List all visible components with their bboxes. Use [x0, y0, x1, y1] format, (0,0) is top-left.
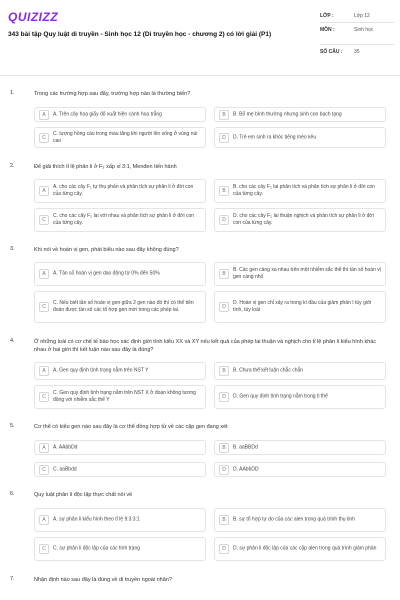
- option-text: B. Bố mẹ bình thường nhưng sinh con bạch tạng: [233, 111, 342, 117]
- option-text: C. aaBbdd: [53, 466, 77, 472]
- option-5b[interactable]: [214, 440, 386, 455]
- question-text: Để giải thích tỉ lệ phân li ở F₂ xấp xỉ 3:1, Menđen tiến hành: [34, 164, 177, 170]
- option-2c[interactable]: [34, 208, 206, 232]
- option-6d[interactable]: [214, 537, 386, 561]
- option-text: D. sự phân li độc lập của các cặp alen trong quá trình giảm phân: [233, 545, 377, 552]
- option-text: B. cho các cây F₂ lai phân tích và phân tích sự phân li ở đời con của từng cây.: [233, 184, 375, 197]
- option-6c[interactable]: [34, 537, 206, 561]
- question-text: Cơ thể có kiểu gen nào sau đây là cơ thể đồng hợp tử về các cặp gen đang xét: [34, 424, 228, 430]
- option-letter: A: [39, 110, 49, 120]
- option-letter: C: [39, 215, 49, 225]
- option-text: C. cho các cây F₂ lai với nhau và phân tích sự phân li ở đời con của từng cây.: [53, 213, 195, 226]
- option-3a[interactable]: [34, 262, 206, 286]
- option-letter: D: [219, 133, 229, 143]
- option-text: B. aaBBDd: [233, 444, 258, 450]
- option-text: A. Tần số hoán vị gen dao động từ 0% đến 50%: [53, 270, 160, 277]
- question-number: 3.: [10, 246, 15, 252]
- option-2d[interactable]: [214, 208, 386, 232]
- option-text: A. cho các cây F₁ tự thụ phấn và phân tích sự phân li ở đời con của từng cây.: [53, 184, 194, 197]
- option-letter: C: [39, 544, 49, 554]
- meta-subject-value: Sinh học: [354, 27, 374, 33]
- option-letter: D: [219, 465, 229, 475]
- option-5d[interactable]: [214, 462, 386, 477]
- option-text: B. sự tổ hợp tự do của các alen trong quá trình thụ tinh: [233, 516, 355, 523]
- option-letter: A: [39, 443, 49, 453]
- option-text: A. sự phân li kiểu hình theo tỉ lệ 9:3:3:1: [53, 516, 140, 523]
- option-letter: C: [39, 302, 49, 312]
- option-4d[interactable]: [214, 385, 386, 409]
- option-text: D. Hoán vị gen chỉ xảy ra trong kì đầu của giảm phân I tùy giới tính, tùy loài: [233, 300, 372, 313]
- option-letter: C: [39, 133, 49, 143]
- question-number: 7.: [10, 576, 15, 582]
- option-4b[interactable]: [214, 362, 386, 380]
- quizizz-logo[interactable]: QUIZIZZ: [8, 10, 59, 24]
- meta-count-value: 35: [354, 49, 360, 55]
- option-3d[interactable]: [214, 291, 386, 323]
- option-letter: B: [219, 443, 229, 453]
- meta-grade-label: LỚP :: [320, 13, 334, 19]
- option-3b[interactable]: [214, 262, 386, 286]
- question-number: 2.: [10, 163, 15, 169]
- option-letter: D: [219, 215, 229, 225]
- option-1a[interactable]: [34, 107, 206, 122]
- option-text: B. Các gen càng xa nhau trên một nhiễm sắc thể thì tần số hoán vị gen càng nhỏ: [233, 267, 381, 280]
- question-text: Ở những loài có cơ chế tế bào học xác định giới tính kiểu XX và XY nếu kết quả của phép lai thuận và nghịch cho tỉ lệ phân li kiểu hình khác nhau ở hai giới thì kết luận nào sau đây là đúng?: [34, 339, 377, 353]
- option-letter: A: [39, 186, 49, 196]
- option-text: D. cho các cây F₂ lai thuận nghịch và phân tích sự phân li ở đời con của từng cây.: [233, 213, 374, 226]
- option-letter: B: [219, 515, 229, 525]
- option-letter: D: [219, 392, 229, 402]
- option-text: C. sự phân li độc lập của các tính trạng: [53, 545, 141, 552]
- option-letter: C: [39, 465, 49, 475]
- option-1b[interactable]: [214, 107, 386, 122]
- question-number: 5.: [10, 423, 15, 429]
- meta-grade: [320, 9, 394, 23]
- option-1d[interactable]: [214, 127, 386, 148]
- meta-count-label: SỐ CÂU :: [320, 49, 343, 55]
- question-text: Trong các trường hợp sau đây, trường hợp nào là thường biến?: [34, 91, 191, 97]
- option-5c[interactable]: [34, 462, 206, 477]
- option-letter: D: [219, 302, 229, 312]
- option-text: A. Trên cây hoa giấy đỏ xuất hiện cành hoa trắng: [53, 111, 162, 117]
- option-text: C. Gen quy định tính trạng nằm trên NST X ở đoạn không tương đồng với nhiễm sắc thể Y: [53, 390, 196, 403]
- question-number: 4.: [10, 338, 15, 344]
- option-6a[interactable]: [34, 508, 206, 532]
- header-divider: [0, 75, 400, 76]
- meta-grade-value: Lớp 12: [354, 13, 370, 19]
- option-letter: A: [39, 366, 49, 376]
- worksheet-header: [0, 0, 400, 68]
- option-text: D. Trẻ em sinh ra khóc tiếng mèo kêu: [233, 134, 317, 140]
- option-letter: B: [219, 366, 229, 376]
- option-text: A. Gen quy định tính trạng nằm trên NST Y: [53, 367, 149, 374]
- option-letter: B: [219, 186, 229, 196]
- option-letter: D: [219, 544, 229, 554]
- option-text: C. Nếu biết tần số hoán vị gen giữa 2 gen nào đó thì có thể tiên đoán được tần số các tổ hợp gen mới trong các phép lai.: [53, 300, 194, 313]
- option-text: C. lượng hồng cầu trong máu tăng khi người lên sống ở vùng núi cao: [53, 130, 198, 144]
- meta-count: [320, 45, 394, 59]
- question-number: 1.: [10, 90, 15, 96]
- question-text: Quy luật phân li độc lập thực chất nói về: [34, 492, 133, 498]
- option-text: B. Chưa thể kết luận chắc chắn: [233, 367, 304, 374]
- option-4a[interactable]: [34, 362, 206, 380]
- option-4c[interactable]: [34, 385, 206, 409]
- option-letter: A: [39, 269, 49, 279]
- question-text: Khi nói về hoán vị gen, phát biểu nào sau đây không đúng?: [34, 247, 179, 253]
- option-text: D. AAbbDD: [233, 466, 259, 472]
- option-2b[interactable]: [214, 179, 386, 203]
- meta-subject-label: MÔN :: [320, 27, 335, 33]
- option-3c[interactable]: [34, 291, 206, 323]
- meta-subject: [320, 23, 394, 45]
- option-6b[interactable]: [214, 508, 386, 532]
- option-5a[interactable]: [34, 440, 206, 455]
- option-text: D. Gen quy định tính trạng nằm trong ti thể: [233, 393, 328, 400]
- option-1c[interactable]: [34, 127, 206, 148]
- option-text: A. AAbbDd: [53, 444, 78, 450]
- question-number: 6.: [10, 491, 15, 497]
- option-letter: B: [219, 110, 229, 120]
- worksheet-meta: [320, 9, 394, 59]
- question-text: Nhận định nào sau đây là đúng về di truyền ngoài nhân?: [34, 577, 172, 583]
- option-letter: C: [39, 392, 49, 402]
- option-letter: A: [39, 515, 49, 525]
- option-2a[interactable]: [34, 179, 206, 203]
- option-letter: B: [219, 269, 229, 279]
- page-title: 343 bài tập Quy luật di truyền - Sinh học 12 (Di truyền học - chương 2) có lời giải (P1): [8, 31, 272, 38]
